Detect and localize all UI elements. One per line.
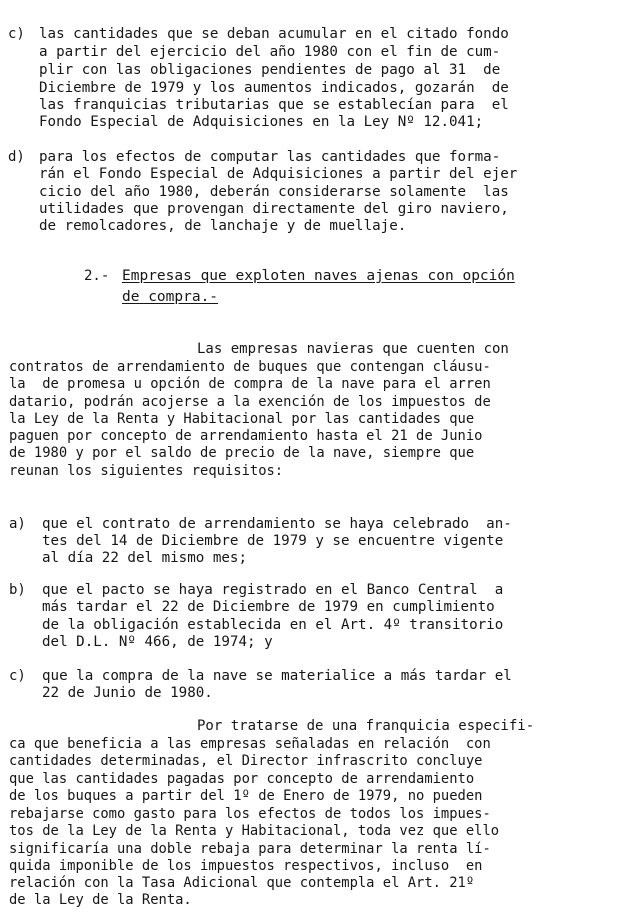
- item-d-line-3: cicio del año 1980, deberán considerarse solamente las: [39, 184, 509, 200]
- item-c-line-5: las franquicias tributarias que se establecían para el: [39, 97, 509, 113]
- paragraph-1-line-1: Las empresas navieras que cuenten con: [197, 341, 509, 357]
- paragraph-2-line-4: que las cantidades pagadas por concepto de arrendamiento: [9, 771, 475, 787]
- paragraph-1-line-4: datario, podrán acojerse a la exención de los impuestos de: [9, 394, 491, 410]
- item-c-marker: c): [8, 26, 25, 42]
- section-title-line-2: de compra.-: [122, 289, 219, 305]
- item-c-line-4: Diciembre de 1979 y los aumentos indicados, gozarán de: [39, 80, 509, 96]
- paragraph-2-line-11: de la Ley de la Renta.: [9, 892, 192, 908]
- requirement-b-line-1: que el pacto se haya registrado en el Banco Central a: [42, 582, 504, 598]
- item-c-line-6: Fondo Especial de Adquisiciones en la Ley Nº 12.041;: [39, 114, 484, 130]
- requirement-b-marker: b): [9, 582, 26, 598]
- item-d-line-1: para los efectos de computar las cantidades que forma-: [39, 149, 501, 165]
- section-title-line-1: Empresas que exploten naves ajenas con opción: [122, 268, 515, 284]
- requirement-b-line-4: del D.L. Nº 466, de 1974; y: [42, 634, 273, 650]
- item-c-line-3: plir con las obligaciones pendientes de pago al 31 de: [39, 62, 501, 78]
- paragraph-1-line-6: paguen por concepto de arrendamiento hasta el 21 de Junio: [9, 428, 483, 444]
- paragraph-2-line-8: significaría una doble rebaja para determinar la renta lí-: [9, 841, 491, 857]
- paragraph-2-line-1: Por tratarse de una franquicia especifi-: [197, 718, 535, 734]
- paragraph-2-line-5: de los buques a partir del 1º de Enero de 1979, no pueden: [9, 788, 483, 804]
- requirement-a-line-2: tes del 14 de Diciembre de 1979 y se encuentre vigente: [42, 533, 504, 549]
- requirement-a-line-3: al día 22 del mismo mes;: [42, 550, 247, 566]
- item-d-line-4: utilidades que provengan directamente del giro naviero,: [39, 201, 509, 217]
- paragraph-2-line-10: relación con la Tasa Adicional que contempla el Art. 21º: [9, 875, 475, 891]
- paragraph-2-line-3: cantidades determinadas, el Director infrascrito concluye: [9, 753, 483, 769]
- requirement-a-marker: a): [9, 516, 26, 532]
- requirement-c-line-1: que la compra de la nave se materialice a más tardar el: [42, 668, 512, 684]
- paragraph-1-line-2: contratos de arrendamiento de buques que contengan cláusu-: [9, 359, 491, 375]
- paragraph-1-line-3: la de promesa u opción de compra de la nave para el arren: [9, 376, 491, 392]
- paragraph-1-line-5: la Ley de la Renta y Habitacional por las cantidades que: [9, 411, 475, 427]
- section-number: 2.-: [84, 268, 110, 284]
- paragraph-1-line-7: de 1980 y por el saldo de precio de la nave, siempre que: [9, 445, 475, 461]
- requirement-b-line-3: de la obligación establecida en el Art. 4º transitorio: [42, 617, 504, 633]
- item-d-marker: d): [8, 149, 25, 165]
- requirement-b-line-2: más tardar el 22 de Diciembre de 1979 en cumplimiento: [42, 599, 495, 615]
- item-d-line-2: rán el Fondo Especial de Adquisiciones a partir del ejer: [39, 166, 518, 182]
- paragraph-2-line-6: rebajarse como gasto para los efectos de todos los impues-: [9, 806, 491, 822]
- requirement-c-line-2: 22 de Junio de 1980.: [42, 685, 213, 701]
- paragraph-2-line-9: quida imponible de los impuestos respectivos, incluso en: [9, 858, 483, 874]
- item-d-line-5: de remolcadores, de lanchaje y de muellaje.: [39, 218, 407, 234]
- item-c-line-1: las cantidades que se deban acumular en el citado fondo: [39, 26, 509, 42]
- requirement-c-marker: c): [9, 668, 26, 684]
- item-c-line-2: a partir del ejercicio del año 1980 con el fin de cum-: [39, 44, 501, 60]
- requirement-a-line-1: que el contrato de arrendamiento se haya celebrado an-: [42, 516, 512, 532]
- paragraph-2-line-7: tos de la Ley de la Renta y Habitacional, toda vez que ello: [9, 823, 500, 839]
- paragraph-2-line-2: ca que beneficia a las empresas señaladas en relación con: [9, 736, 491, 752]
- paragraph-1-line-8: reunan los siguientes requisitos:: [9, 463, 284, 479]
